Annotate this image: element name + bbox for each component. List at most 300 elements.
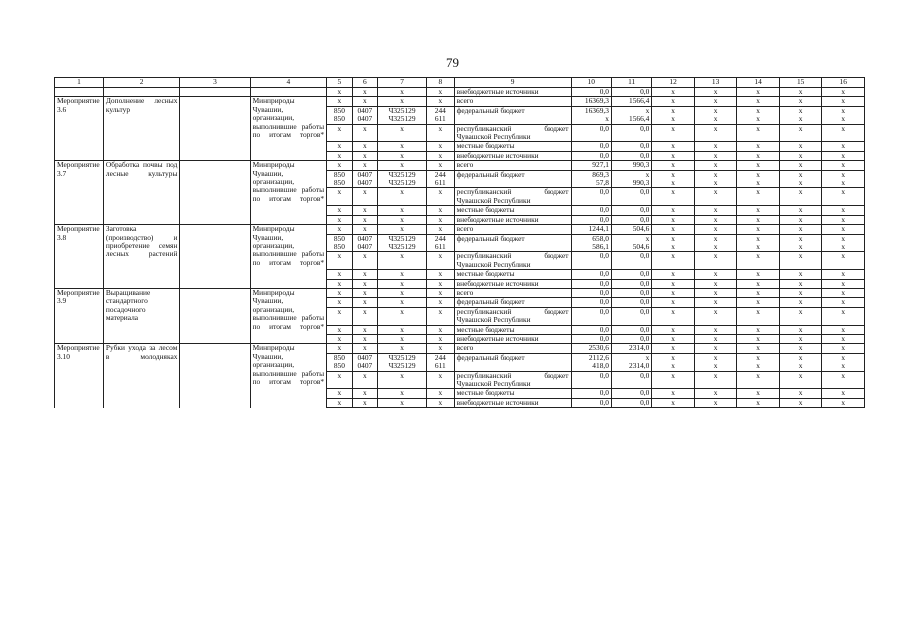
empty-cell xyxy=(103,88,180,97)
cell-c11: 0,0 xyxy=(611,188,651,206)
cell-c16: x xyxy=(822,279,865,288)
cell-c11: 0,0 xyxy=(611,151,651,160)
cell-c6: x xyxy=(352,288,378,297)
cell-c14: x x xyxy=(737,170,780,188)
cell-c16: x xyxy=(822,334,865,343)
table-row xyxy=(55,344,865,353)
cell-c12: x xyxy=(652,188,695,206)
cell-c12: x xyxy=(652,215,695,224)
cell-c10: 1244,1 xyxy=(571,225,611,234)
cell-c12: x xyxy=(652,288,695,297)
cell-c7: x xyxy=(378,288,427,297)
cell-c10: 869,3 57,8 xyxy=(571,170,611,188)
cell-c8: x xyxy=(427,307,455,325)
cell-c16: x xyxy=(822,215,865,224)
cell-c8: x xyxy=(427,279,455,288)
cell-c7: x xyxy=(378,389,427,398)
funding-source: внебюджетные источники xyxy=(454,398,571,407)
cell-c6: x xyxy=(352,225,378,234)
cell-c16: x xyxy=(822,225,865,234)
cell-c11: x 1566,4 xyxy=(611,106,651,124)
cell-c6: x xyxy=(352,307,378,325)
cell-c12: x xyxy=(652,225,695,234)
cell-c14: x xyxy=(737,325,780,334)
cell-c7: Ч325129 Ч325129 xyxy=(378,234,427,252)
cell-c16: x xyxy=(822,252,865,270)
cell-c16: x xyxy=(822,389,865,398)
cell-c14: x xyxy=(737,151,780,160)
measure-name: Обработка почвы под лесные культуры xyxy=(103,161,180,225)
cell-c13: x xyxy=(694,325,737,334)
executor: Минприроды Чувашии, организации, выполнившие работы по итогам торгов* xyxy=(250,97,327,161)
cell-c8: x xyxy=(427,325,455,334)
cell-c12: x xyxy=(652,142,695,151)
cell-c14: x xyxy=(737,206,780,215)
cell-c13: x xyxy=(694,252,737,270)
cell-c10: 0,0 xyxy=(571,188,611,206)
cell-c16: x xyxy=(822,270,865,279)
cell-c7: x xyxy=(378,142,427,151)
funding-source: внебюджетные источники xyxy=(454,279,571,288)
cell-c8: x xyxy=(427,252,455,270)
measure-name: Выращивание стандартного посадочного материала xyxy=(103,288,180,343)
cell-c8: 244 611 xyxy=(427,170,455,188)
funding-source: республиканский бюджет Чувашской Республики xyxy=(454,124,571,142)
cell-c5: x xyxy=(327,279,353,288)
cell-c16: x xyxy=(822,288,865,297)
measure-title: Мероприятие 3.7 xyxy=(55,161,104,225)
cell-c13: x xyxy=(694,88,737,97)
funding-source: федеральный бюджет xyxy=(454,234,571,252)
cell-c14: x xyxy=(737,188,780,206)
funding-source: федеральный бюджет xyxy=(454,170,571,188)
cell-c11: 0,0 xyxy=(611,389,651,398)
cell-c13: x x xyxy=(694,353,737,371)
cell-c16: x xyxy=(822,371,865,389)
cell-c8: x xyxy=(427,142,455,151)
cell-c8: x xyxy=(427,215,455,224)
cell-c14: x xyxy=(737,334,780,343)
cell-c12: x xyxy=(652,325,695,334)
cell-c14: x xyxy=(737,225,780,234)
cell-c16: x x xyxy=(822,353,865,371)
cell-c10: 0,0 xyxy=(571,270,611,279)
measure-title: Мероприятие 3.9 xyxy=(55,288,104,343)
cell-c10: 16369,3 xyxy=(571,97,611,106)
cell-c8: x xyxy=(427,206,455,215)
column-header: 10 xyxy=(571,78,611,88)
cell-c11: 0,0 xyxy=(611,371,651,389)
cell-c8: x xyxy=(427,151,455,160)
cell-c11: 2314,0 xyxy=(611,344,651,353)
cell-c6: x xyxy=(352,88,378,97)
cell-c7: x xyxy=(378,270,427,279)
cell-c15: x x xyxy=(779,353,822,371)
cell-c15: x xyxy=(779,215,822,224)
cell-c15: x xyxy=(779,188,822,206)
cell-c8: 244 611 xyxy=(427,106,455,124)
cell-c10: 0,0 xyxy=(571,215,611,224)
empty-cell xyxy=(180,161,250,225)
column-header: 4 xyxy=(250,78,327,88)
cell-c13: x xyxy=(694,270,737,279)
cell-c11: 0,0 xyxy=(611,88,651,97)
cell-c14: x xyxy=(737,344,780,353)
measure-title: Мероприятие 3.8 xyxy=(55,225,104,289)
cell-c10: 0,0 xyxy=(571,325,611,334)
cell-c8: x xyxy=(427,334,455,343)
funding-source: всего xyxy=(454,288,571,297)
cell-c8: x xyxy=(427,398,455,407)
cell-c10: 658,0 586,1 xyxy=(571,234,611,252)
cell-c10: 0,0 xyxy=(571,124,611,142)
cell-c15: x xyxy=(779,97,822,106)
funding-source: внебюджетные источники xyxy=(454,88,571,97)
empty-cell xyxy=(180,97,250,161)
funding-source: федеральный бюджет xyxy=(454,353,571,371)
cell-c11: 0,0 xyxy=(611,398,651,407)
cell-c15: x x xyxy=(779,106,822,124)
cell-c7: x xyxy=(378,252,427,270)
funding-source: республиканский бюджет Чувашской Республики xyxy=(454,371,571,389)
cell-c6: 0407 0407 xyxy=(352,353,378,371)
empty-cell xyxy=(180,288,250,343)
cell-c13: x xyxy=(694,344,737,353)
cell-c5: 850 850 xyxy=(327,353,353,371)
cell-c13: x xyxy=(694,298,737,307)
cell-c12: x x xyxy=(652,106,695,124)
measure-name: Заготовка (производство) и приобретение семян лесных растений xyxy=(103,225,180,289)
cell-c5: x xyxy=(327,188,353,206)
cell-c5: x xyxy=(327,307,353,325)
cell-c14: x xyxy=(737,88,780,97)
cell-c13: x xyxy=(694,124,737,142)
cell-c10: 0,0 xyxy=(571,279,611,288)
funding-source: всего xyxy=(454,344,571,353)
cell-c5: x xyxy=(327,206,353,215)
cell-c15: x xyxy=(779,334,822,343)
cell-c10: 0,0 xyxy=(571,151,611,160)
cell-c16: x xyxy=(822,124,865,142)
cell-c6: x xyxy=(352,188,378,206)
cell-c13: x xyxy=(694,334,737,343)
cell-c6: 0407 0407 xyxy=(352,170,378,188)
cell-c16: x xyxy=(822,188,865,206)
cell-c8: x xyxy=(427,298,455,307)
table-row xyxy=(55,288,865,297)
cell-c14: x xyxy=(737,288,780,297)
cell-c7: x xyxy=(378,225,427,234)
column-header: 6 xyxy=(352,78,378,88)
cell-c6: x xyxy=(352,325,378,334)
cell-c16: x xyxy=(822,398,865,407)
funding-source: федеральный бюджет xyxy=(454,298,571,307)
cell-c15: x xyxy=(779,298,822,307)
funding-source: внебюджетные источники xyxy=(454,215,571,224)
cell-c16: x xyxy=(822,298,865,307)
cell-c5: x xyxy=(327,270,353,279)
cell-c5: x xyxy=(327,344,353,353)
cell-c8: x xyxy=(427,225,455,234)
header-row xyxy=(55,78,865,88)
empty-cell xyxy=(180,225,250,289)
cell-c11: 0,0 xyxy=(611,206,651,215)
cell-c6: x xyxy=(352,142,378,151)
cell-c8: 244 611 xyxy=(427,234,455,252)
cell-c14: x xyxy=(737,270,780,279)
cell-c11: 990,3 xyxy=(611,161,651,170)
cell-c5: x xyxy=(327,142,353,151)
cell-c11: 0,0 xyxy=(611,298,651,307)
table-row xyxy=(55,225,865,234)
cell-c10: 927,1 xyxy=(571,161,611,170)
cell-c15: x xyxy=(779,288,822,297)
cell-c7: x xyxy=(378,151,427,160)
cell-c10: 0,0 xyxy=(571,206,611,215)
cell-c15: x xyxy=(779,88,822,97)
measure-name: Рубки ухода за лесом в молодняках xyxy=(103,344,180,408)
cell-c8: x xyxy=(427,389,455,398)
cell-c12: x xyxy=(652,252,695,270)
cell-c15: x xyxy=(779,124,822,142)
cell-c12: x xyxy=(652,307,695,325)
cell-c11: 0,0 xyxy=(611,307,651,325)
cell-c11: x 2314,0 xyxy=(611,353,651,371)
cell-c6: x xyxy=(352,161,378,170)
cell-c12: x x xyxy=(652,353,695,371)
cell-c7: x xyxy=(378,398,427,407)
cell-c14: x xyxy=(737,161,780,170)
cell-c12: x xyxy=(652,206,695,215)
cell-c11: 0,0 xyxy=(611,279,651,288)
cell-c15: x xyxy=(779,270,822,279)
cell-c8: x xyxy=(427,371,455,389)
cell-c5: x xyxy=(327,97,353,106)
measure-title: Мероприятие 3.6 xyxy=(55,97,104,161)
cell-c6: 0407 0407 xyxy=(352,106,378,124)
cell-c10: 0,0 xyxy=(571,389,611,398)
cell-c13: x xyxy=(694,225,737,234)
cell-c14: x xyxy=(737,298,780,307)
cell-c7: x xyxy=(378,298,427,307)
cell-c16: x xyxy=(822,88,865,97)
cell-c16: x xyxy=(822,97,865,106)
column-header: 2 xyxy=(103,78,180,88)
cell-c13: x xyxy=(694,288,737,297)
cell-c11: 0,0 xyxy=(611,270,651,279)
cell-c13: x x xyxy=(694,234,737,252)
cell-c11: 0,0 xyxy=(611,334,651,343)
cell-c14: x xyxy=(737,97,780,106)
cell-c10: 0,0 xyxy=(571,307,611,325)
budget-table xyxy=(54,77,865,408)
cell-c13: x xyxy=(694,215,737,224)
executor: Минприроды Чувашии, организации, выполнившие работы по итогам торгов* xyxy=(250,344,327,408)
cell-c11: 504,6 xyxy=(611,225,651,234)
cell-c8: x xyxy=(427,270,455,279)
cell-c7: x xyxy=(378,279,427,288)
cell-c13: x xyxy=(694,279,737,288)
executor: Минприроды Чувашии, организации, выполнившие работы по итогам торгов* xyxy=(250,225,327,289)
cell-c7: x xyxy=(378,344,427,353)
cell-c10: 16369,3 x xyxy=(571,106,611,124)
funding-source: республиканский бюджет Чувашской Республики xyxy=(454,307,571,325)
cell-c14: x xyxy=(737,252,780,270)
measure-title: Мероприятие 3.10 xyxy=(55,344,104,408)
cell-c10: 0,0 xyxy=(571,398,611,407)
cell-c11: 0,0 xyxy=(611,252,651,270)
cell-c5: x xyxy=(327,252,353,270)
cell-c16: x xyxy=(822,161,865,170)
cell-c13: x xyxy=(694,151,737,160)
cell-c11: x 504,6 xyxy=(611,234,651,252)
cell-c8: 244 611 xyxy=(427,353,455,371)
empty-cell xyxy=(180,88,250,97)
cell-c14: x x xyxy=(737,106,780,124)
funding-source: внебюджетные источники xyxy=(454,151,571,160)
cell-c15: x xyxy=(779,307,822,325)
cell-c16: x xyxy=(822,206,865,215)
cell-c8: x xyxy=(427,124,455,142)
cell-c13: x xyxy=(694,161,737,170)
cell-c15: x xyxy=(779,398,822,407)
cell-c14: x xyxy=(737,398,780,407)
cell-c7: x xyxy=(378,188,427,206)
cell-c15: x xyxy=(779,344,822,353)
cell-c8: x xyxy=(427,188,455,206)
cell-c15: x xyxy=(779,252,822,270)
cell-c5: 850 850 xyxy=(327,170,353,188)
cell-c6: x xyxy=(352,398,378,407)
cell-c12: x xyxy=(652,334,695,343)
cell-c15: x xyxy=(779,142,822,151)
cell-c16: x xyxy=(822,151,865,160)
cell-c15: x xyxy=(779,389,822,398)
cell-c13: x x xyxy=(694,106,737,124)
executor: Минприроды Чувашии, организации, выполнившие работы по итогам торгов* xyxy=(250,288,327,343)
cell-c6: x xyxy=(352,279,378,288)
cell-c11: 0,0 xyxy=(611,215,651,224)
column-header: 13 xyxy=(694,78,737,88)
column-header: 15 xyxy=(779,78,822,88)
cell-c14: x xyxy=(737,124,780,142)
cell-c12: x xyxy=(652,398,695,407)
funding-source: всего xyxy=(454,97,571,106)
cell-c5: 850 850 xyxy=(327,106,353,124)
cell-c12: x xyxy=(652,88,695,97)
cell-c5: x xyxy=(327,124,353,142)
table-row xyxy=(55,88,865,97)
cell-c5: x xyxy=(327,298,353,307)
table-row xyxy=(55,97,865,106)
funding-source: всего xyxy=(454,161,571,170)
cell-c10: 0,0 xyxy=(571,288,611,297)
cell-c5: x xyxy=(327,161,353,170)
column-header: 14 xyxy=(737,78,780,88)
cell-c5: x xyxy=(327,398,353,407)
table-header xyxy=(55,78,865,88)
cell-c7: x xyxy=(378,88,427,97)
funding-source: республиканский бюджет Чувашской Республики xyxy=(454,188,571,206)
cell-c5: x xyxy=(327,215,353,224)
cell-c5: x xyxy=(327,88,353,97)
cell-c14: x xyxy=(737,371,780,389)
cell-c13: x xyxy=(694,398,737,407)
cell-c5: 850 850 xyxy=(327,234,353,252)
cell-c8: x xyxy=(427,97,455,106)
column-header: 1 xyxy=(55,78,104,88)
cell-c5: x xyxy=(327,288,353,297)
cell-c8: x xyxy=(427,344,455,353)
cell-c15: x xyxy=(779,225,822,234)
cell-c6: x xyxy=(352,371,378,389)
cell-c12: x xyxy=(652,97,695,106)
cell-c7: x xyxy=(378,161,427,170)
cell-c12: x xyxy=(652,124,695,142)
cell-c16: x x xyxy=(822,234,865,252)
column-header: 16 xyxy=(822,78,865,88)
cell-c7: x xyxy=(378,215,427,224)
cell-c12: x xyxy=(652,279,695,288)
cell-c13: x xyxy=(694,389,737,398)
cell-c6: x xyxy=(352,124,378,142)
cell-c15: x xyxy=(779,371,822,389)
cell-c7: Ч325129 Ч325129 xyxy=(378,353,427,371)
cell-c5: x xyxy=(327,225,353,234)
cell-c15: x xyxy=(779,161,822,170)
cell-c6: 0407 0407 xyxy=(352,234,378,252)
cell-c14: x xyxy=(737,142,780,151)
cell-c15: x x xyxy=(779,170,822,188)
cell-c10: 0,0 xyxy=(571,334,611,343)
cell-c5: x xyxy=(327,334,353,343)
cell-c15: x xyxy=(779,279,822,288)
cell-c12: x xyxy=(652,371,695,389)
cell-c12: x x xyxy=(652,170,695,188)
cell-c16: x xyxy=(822,307,865,325)
funding-source: местные бюджеты xyxy=(454,142,571,151)
empty-cell xyxy=(180,344,250,408)
funding-source: местные бюджеты xyxy=(454,206,571,215)
cell-c7: x xyxy=(378,307,427,325)
funding-source: федеральный бюджет xyxy=(454,106,571,124)
cell-c7: x xyxy=(378,371,427,389)
funding-source: всего xyxy=(454,225,571,234)
cell-c14: x xyxy=(737,307,780,325)
cell-c13: x xyxy=(694,371,737,389)
column-header: 5 xyxy=(327,78,353,88)
cell-c7: Ч325129 Ч325129 xyxy=(378,106,427,124)
cell-c7: x xyxy=(378,206,427,215)
funding-source: местные бюджеты xyxy=(454,389,571,398)
funding-source: республиканский бюджет Чувашской Республики xyxy=(454,252,571,270)
cell-c6: x xyxy=(352,334,378,343)
executor: Минприроды Чувашии, организации, выполнившие работы по итогам торгов* xyxy=(250,161,327,225)
page-number: 79 xyxy=(446,55,459,70)
cell-c12: x xyxy=(652,298,695,307)
cell-c15: x xyxy=(779,151,822,160)
cell-c14: x xyxy=(737,279,780,288)
measure-name: Дополнение лесных культур xyxy=(103,97,180,161)
cell-c10: 0,0 xyxy=(571,142,611,151)
cell-c11: 0,0 xyxy=(611,124,651,142)
column-header: 9 xyxy=(454,78,571,88)
cell-c13: x xyxy=(694,307,737,325)
cell-c11: 0,0 xyxy=(611,325,651,334)
column-header: 11 xyxy=(611,78,651,88)
funding-source: местные бюджеты xyxy=(454,325,571,334)
cell-c5: x xyxy=(327,371,353,389)
